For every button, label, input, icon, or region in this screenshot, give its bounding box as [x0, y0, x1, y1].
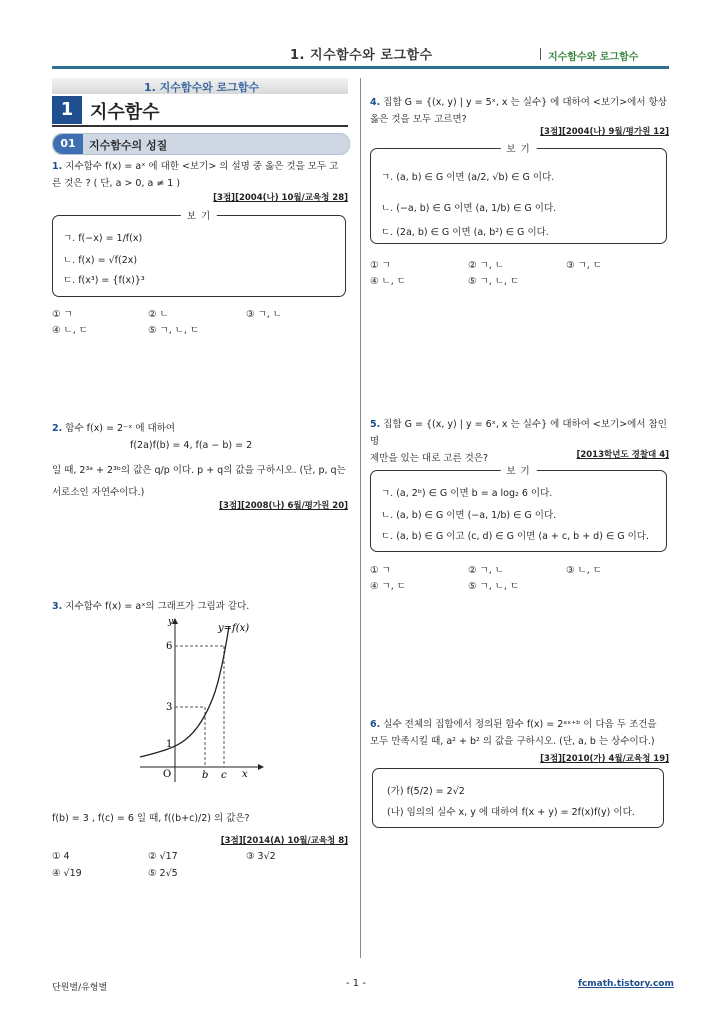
- q4-item-1: ㄱ. (a, b) ∈ G 이면 (a/2, √b) ∈ G 이다.: [381, 172, 555, 183]
- q4-choice-3[interactable]: ③ ㄱ, ㄷ: [566, 260, 602, 271]
- q1-item-2: ㄴ. f(x) = √f(2x): [63, 255, 138, 266]
- page-number: - 1 -: [346, 978, 366, 989]
- q3-choice-1[interactable]: ① 4: [52, 851, 70, 862]
- q1-source: [3점][2004(나) 10월/교육청 28]: [213, 193, 348, 203]
- q1-choice-5[interactable]: ⑤ ㄱ, ㄴ, ㄷ: [148, 325, 200, 336]
- q5-choice-2[interactable]: ② ㄱ, ㄴ: [468, 565, 504, 576]
- topic-label: 지수함수의 성질: [89, 139, 168, 152]
- q4-line2: 옳은 것을 모두 고르면?: [370, 114, 467, 125]
- x-tick-c: c: [221, 770, 227, 781]
- q3-choice-2[interactable]: ② √17: [148, 851, 178, 862]
- q1-choice-1[interactable]: ① ㄱ: [52, 309, 73, 320]
- column-divider: [360, 78, 361, 958]
- q3-line2: f(b) = 3 , f(c) = 6 일 때, f((b+c)/2) 의 값은?: [52, 813, 250, 824]
- q3-choice-3[interactable]: ③ 3√2: [246, 851, 276, 862]
- q5-bogi-title: 보 기: [500, 463, 536, 477]
- chapter-title: 지수함수: [90, 102, 160, 123]
- q1-item-3: ㄷ. f(x³) = {f(x)}³: [63, 275, 145, 286]
- q3-line1: 지수함수 f(x) = aˣ의 그래프가 그림과 같다.: [65, 601, 250, 612]
- origin-label: O: [163, 769, 172, 780]
- q3-graph: [130, 612, 270, 790]
- q4-stem: [370, 94, 670, 128]
- q3-choice-4[interactable]: ④ √19: [52, 868, 82, 879]
- header-rule: [52, 66, 669, 69]
- q2-line1: 함수 f(x) = 2⁻ˣ 에 대하여: [65, 423, 176, 434]
- section-band: [52, 78, 348, 94]
- topic-pill: [52, 133, 350, 155]
- q1-stem: [52, 158, 352, 192]
- q2-number: 2.: [52, 423, 63, 434]
- q3-choice-5[interactable]: ⑤ 2√5: [148, 868, 178, 879]
- x-axis-arrow: [258, 764, 264, 770]
- q3-number: 3.: [52, 601, 63, 612]
- curve-label: y=f(x): [218, 623, 250, 634]
- q1-bogi-box: [52, 211, 346, 297]
- q1-bogi-title: 보 기: [181, 208, 217, 222]
- chapter-rule: [52, 125, 348, 127]
- q6-number: 6.: [370, 719, 381, 730]
- q6-condition-1: (가) f(5/2) = 2√2: [387, 786, 465, 797]
- q5-item-3: ㄷ. (a, b) ∈ G 이고 (c, d) ∈ G 이면 (a + c, b + d) ∈ G 이다.: [381, 531, 649, 542]
- chapter-number: 1: [52, 96, 82, 124]
- footer-site-link[interactable]: fcmath.tistory.com: [578, 979, 674, 989]
- q6-stem: [370, 716, 670, 750]
- q5-line1: 집합 G = {(x, y) | y = 6ˣ, x 는 실수} 에 대하여 <보기>에서 참인 명: [370, 419, 667, 447]
- q1-number: 1.: [52, 161, 63, 172]
- footer-left: 단원별/유형별: [52, 983, 108, 993]
- q2-line4: 서로소인 자연수이다.): [52, 487, 145, 498]
- q6-line1: 실수 전체의 집합에서 정의된 함수 f(x) = 2ᵃˣ⁺ᵇ 이 다음 두 조건을: [383, 719, 657, 730]
- q5-source: [2013학년도 경찰대 4]: [576, 450, 669, 460]
- x-axis-label: x: [242, 769, 248, 780]
- section-band-title: 1. 지수함수와 로그함수: [144, 81, 260, 94]
- y-axis-label: y: [168, 617, 174, 627]
- q2-equation: f(2a)f(b) = 4, f(a − b) = 2: [130, 440, 253, 451]
- q4-bogi-box: [370, 144, 667, 244]
- q1-line1: 지수함수 f(x) = aˣ 에 대한 <보기> 의 설명 중 옳은 것을 모두 고: [65, 161, 339, 172]
- q5-choice-4[interactable]: ④ ㄱ, ㄷ: [370, 581, 406, 592]
- q5-choice-1[interactable]: ① ㄱ: [370, 565, 391, 576]
- q4-number: 4.: [370, 97, 381, 108]
- x-tick-b: b: [202, 770, 209, 781]
- q4-choice-2[interactable]: ② ㄱ, ㄴ: [468, 260, 504, 271]
- q5-choice-5[interactable]: ⑤ ㄱ, ㄴ, ㄷ: [468, 581, 520, 592]
- q6-condition-2: (나) 임의의 실수 x, y 에 대하여 f(x + y) = 2f(x)f(y) 이다.: [387, 807, 635, 818]
- q5-bogi-box: [370, 466, 667, 552]
- y-tick-3: 3: [166, 702, 173, 713]
- q1-line2: 른 것은 ? ( 단, a > 0, a ≠ 1 ): [52, 178, 181, 189]
- q1-choice-2[interactable]: ② ㄴ: [148, 309, 169, 320]
- y-tick-6: 6: [166, 641, 173, 652]
- q4-choice-5[interactable]: ⑤ ㄱ, ㄴ, ㄷ: [468, 276, 520, 287]
- q5-choice-3[interactable]: ③ ㄴ, ㄷ: [566, 565, 602, 576]
- q5-item-1: ㄱ. (a, 2ᵇ) ∈ G 이면 b = a log₂ 6 이다.: [381, 488, 553, 499]
- q1-choice-3[interactable]: ③ ㄱ, ㄴ: [246, 309, 282, 320]
- q2-line3: 일 때, 2³ᵃ + 2³ᵇ의 값은 q/p 이다. p + q의 값을 구하시오. (단, p, q는: [52, 465, 346, 476]
- q6-line2: 모두 만족시킬 때, a² + b² 의 값을 구하시오. (단, a, b 는 상수이다.): [370, 736, 655, 747]
- q3-source: [3점][2014(A) 10월/교육청 8]: [220, 836, 348, 846]
- page-header-subtitle: 지수함수와 로그함수: [548, 52, 639, 63]
- q4-choice-4[interactable]: ④ ㄴ, ㄷ: [370, 276, 406, 287]
- q4-source: [3점][2004(나) 9월/평가원 12]: [540, 127, 669, 137]
- page-header-title: 1. 지수함수와 로그함수: [290, 48, 433, 63]
- q4-bogi-title: 보 기: [500, 141, 536, 155]
- y-tick-1: 1: [166, 739, 173, 750]
- q4-line1: 집합 G = {(x, y) | y = 5ˣ, x 는 실수} 에 대하여 <보기>에서 항상: [383, 97, 667, 108]
- q5-line2: 제만을 있는 대로 고른 것은?: [370, 453, 489, 464]
- header-divider: [540, 48, 541, 60]
- topic-number: 01: [53, 134, 83, 154]
- q6-condition-box: [372, 768, 664, 828]
- q2-stem: [52, 420, 352, 437]
- q6-source: [3점][2010(가) 4월/교육청 19]: [540, 754, 669, 764]
- q4-item-2: ㄴ. (−a, b) ∈ G 이면 (a, 1/b) ∈ G 이다.: [381, 203, 557, 214]
- q4-item-3: ㄷ. (2a, b) ∈ G 이면 (a, b²) ∈ G 이다.: [381, 227, 549, 238]
- q2-source: [3점][2008(나) 6월/평가원 20]: [219, 501, 348, 511]
- q4-choice-1[interactable]: ① ㄱ: [370, 260, 391, 271]
- q1-choice-4[interactable]: ④ ㄴ, ㄷ: [52, 325, 88, 336]
- q5-item-2: ㄴ. (a, b) ∈ G 이면 (−a, 1/b) ∈ G 이다.: [381, 510, 557, 521]
- q5-number: 5.: [370, 419, 381, 430]
- q1-item-1: ㄱ. f(−x) = 1/f(x): [63, 233, 143, 244]
